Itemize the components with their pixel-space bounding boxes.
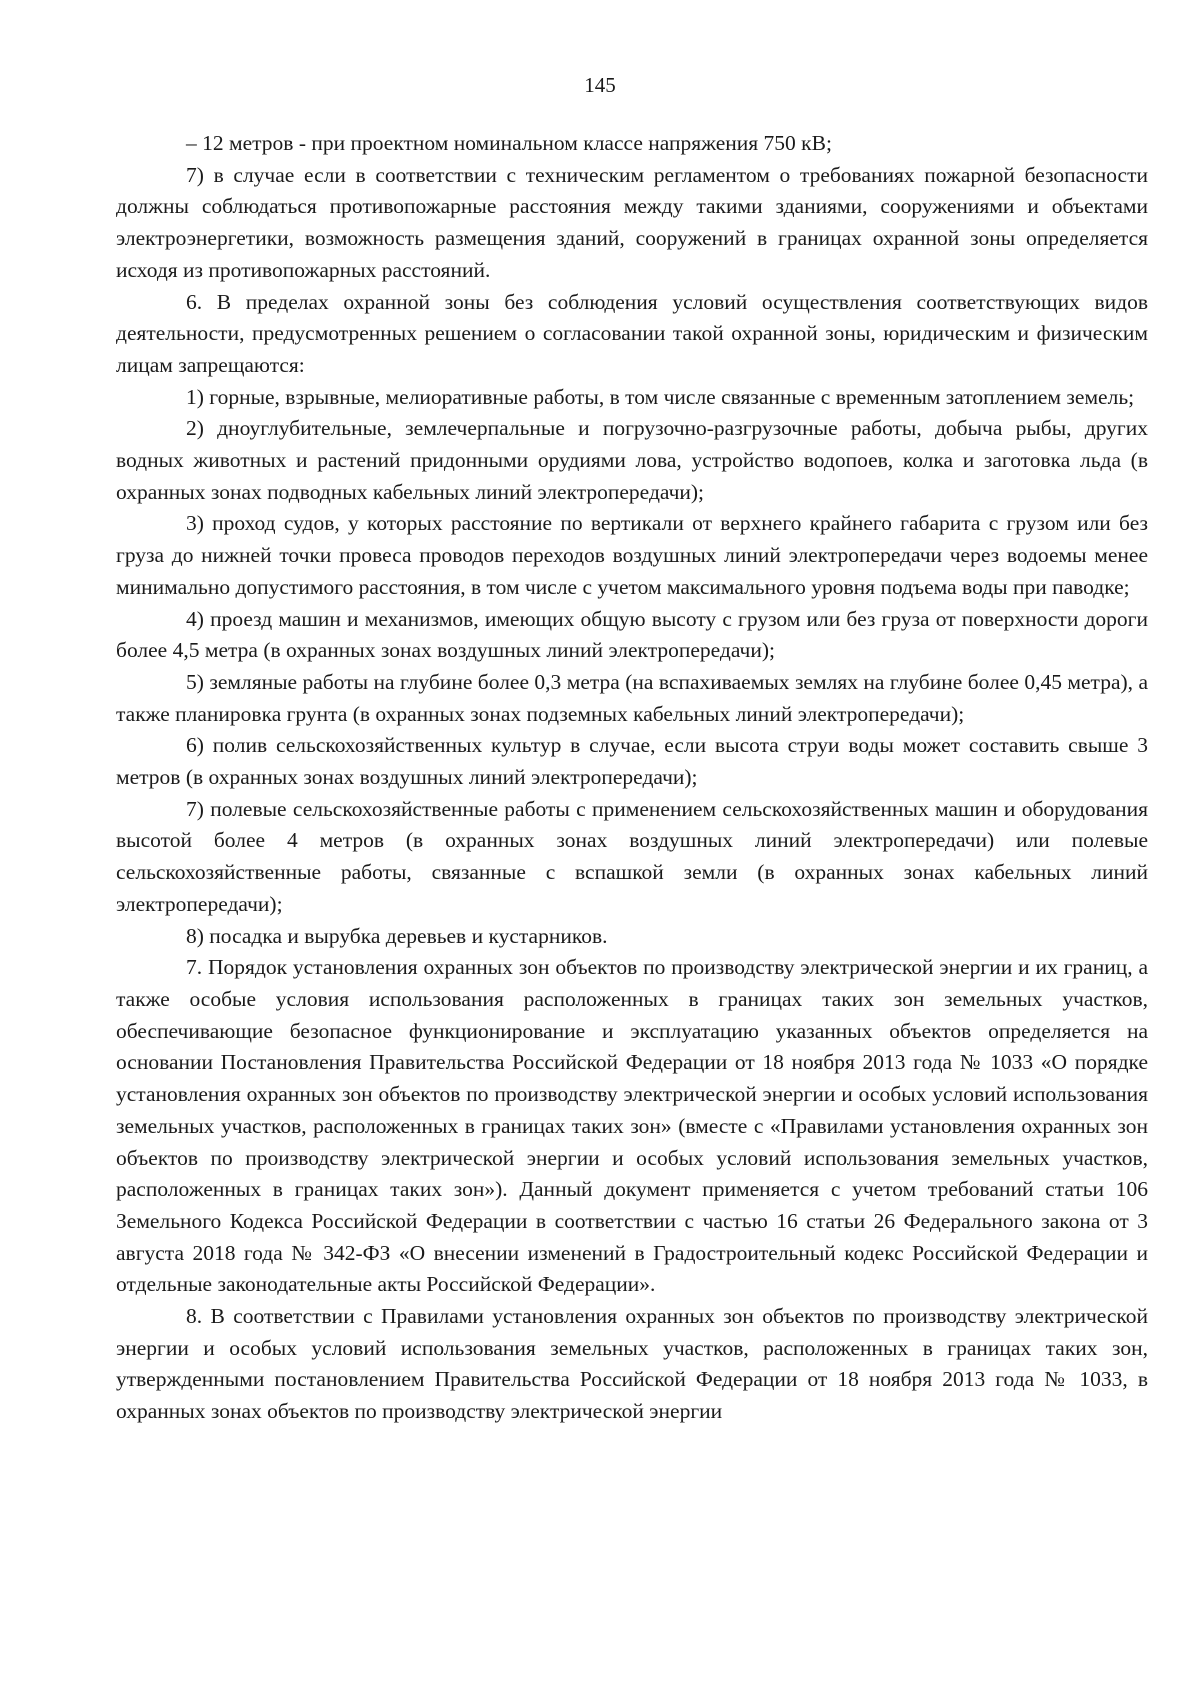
paragraph-item-7-fire-distances: 7) в случае если в соответствии с техническим регламентом о требованиях пожарной безопасности должны соблюдаться противопожарные расстояния между такими зданиями, сооружениями и объектами электроэнергетики, возможность размещения зданий, сооружений в границах охранной зоны определяется исходя из противопожарных расстояний. <box>116 162 1148 282</box>
list-item-3: 3) проход судов, у которых расстояние по вертикали от верхнего крайнего габарита с грузом или без груза до нижней точки провеса проводов переходов воздушных линий электропередачи через водоемы менее минимально допустимого расстояния, в том числе с учетом максимального уровня подъема воды при паводке; <box>116 511 1148 599</box>
paragraph-section-7: 7. Порядок установления охранных зон объектов по производству электрической энергии и их границ, а также особые условия использования расположенных в границах таких зон земельных участков, обеспечивающие безопасное функционирование и эксплуатацию указанных объектов определяется на основании Постановления Правительства Российской Федерации от 18 ноября 2013 года № 1033 «О порядке установления охранных зон объектов по производству электрической энергии и особых условий использования земельных участков, расположенных в границах таких зон» (вместе с «Правилами установления охранных зон объектов по производству электрической энергии и особых условий использования земельных участков, расположенных в границах таких зон»). Данный документ применяется с учетом требований статьи 106 Земельного Кодекса Российской Федерации в соответствии с частью 16 статьи 26 Федерального закона от 3 августа 2018 года № 342-ФЗ «О внесении изменений в Градостроительный кодекс Российской Федерации и отдельные законодательные акты Российской Федерации». <box>116 955 1148 1297</box>
paragraph-section-8: 8. В соответствии с Правилами установления охранных зон объектов по производству электрической энергии и особых условий использования земельных участков, расположенных в границах таких зон, утвержденными постановлением Правительства Российской Федерации от 18 ноября 2013 года № 1033, в охранных зонах объектов по производству электрической энергии <box>116 1304 1148 1424</box>
list-item-1: 1) горные, взрывные, мелиоративные работы, в том числе связанные с временным затоплением земель; <box>186 384 1135 409</box>
paragraph-voltage-750kv: – 12 метров - при проектном номинальном классе напряжения 750 кВ; <box>186 131 832 155</box>
list-item-6: 6) полив сельскохозяйственных культур в случае, если высота струи воды может составить свыше 3 метров (в охранных зонах воздушных линий электропередачи); <box>116 733 1148 790</box>
list-item-2: 2) дноуглубительные, землечерпальные и погрузочно-разгрузочные работы, добыча рыбы, других водных животных и растений придонными орудиями лова, устройство водопоев, колка и заготовка льда (в охранных зонах подводных кабельных линий электропередачи); <box>116 416 1148 504</box>
list-item-4: 4) проезд машин и механизмов, имеющих общую высоту с грузом или без груза от поверхности дороги более 4,5 метра (в охранных зонах воздушных линий электропередачи); <box>116 606 1148 663</box>
list-item-7: 7) полевые сельскохозяйственные работы с применением сельскохозяйственных машин и оборудования высотой более 4 метров (в охранных зонах воздушных линий электропередачи) или полевые сельскохозяйственные работы, связанные с вспашкой земли (в охранных зонах кабельных линий электропередачи); <box>116 796 1148 916</box>
page-number: 145 <box>584 73 616 97</box>
list-item-5: 5) земляные работы на глубине более 0,3 метра (на вспахиваемых землях на глубине более 0,45 метра), а также планировка грунта (в охранных зонах подземных кабельных линий электропередачи); <box>116 669 1148 726</box>
list-item-8: 8) посадка и вырубка деревьев и кустарников. <box>186 923 608 948</box>
document-body <box>116 128 1148 1428</box>
paragraph-section-6: 6. В пределах охранной зоны без соблюдения условий осуществления соответствующих видов деятельности, предусмотренных решением о согласовании такой охранной зоны, юридическим и физическим лицам запрещаются: <box>116 289 1148 377</box>
